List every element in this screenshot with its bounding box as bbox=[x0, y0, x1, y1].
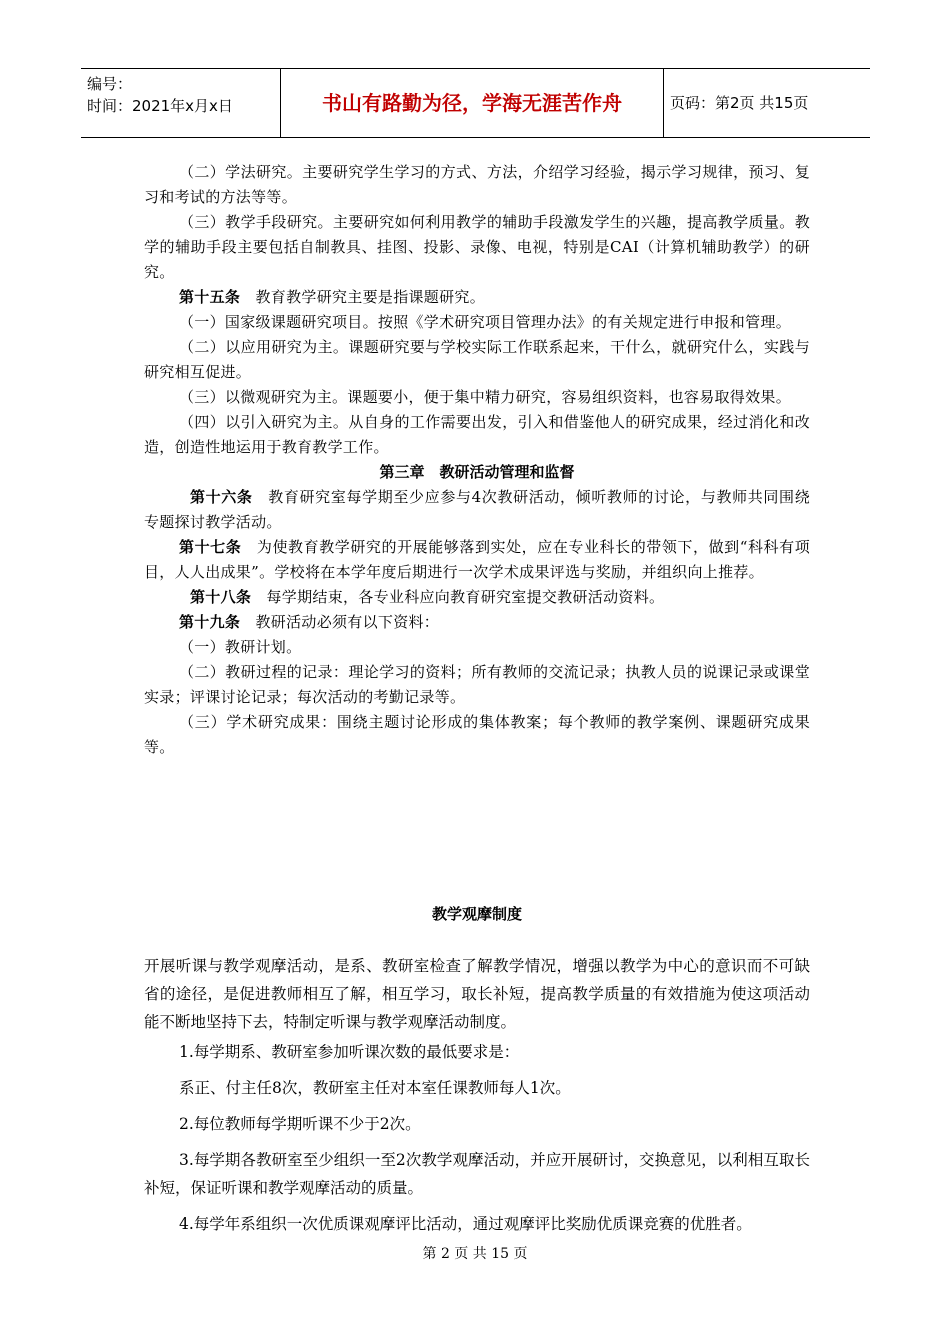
article-18 bbox=[144, 585, 810, 610]
header-page-info: 页码：第2页 共15页 bbox=[670, 94, 809, 112]
document-time-label: 时间：2021年x月x日 bbox=[87, 97, 233, 115]
list-item: （一）教研计划。 bbox=[179, 638, 302, 656]
list-item: 3.每学期各教研室至少组织一至2次教学观摩活动，并应开展研讨，交换意见，以利相互取长补短，保证听课和教学观摩活动的质量。 bbox=[144, 1151, 810, 1197]
document-number-label: 编号： bbox=[87, 75, 133, 93]
page-header bbox=[81, 68, 870, 138]
list-item: （四）以引入研究为主。从自身的工作需要出发，引入和借鉴他人的研究成果，经过消化和改造，创造性地运用于教育教学工作。 bbox=[144, 413, 810, 456]
page-footer: 第 2 页 共 15 页 bbox=[422, 1246, 528, 1262]
list-item: （一）国家级课题研究项目。按照《学术研究项目管理办法》的有关规定进行申报和管理。 bbox=[179, 313, 792, 331]
regulation-section bbox=[144, 160, 810, 760]
article-16 bbox=[144, 485, 810, 535]
list-item: 系正、付主任8次，教研室主任对本室任课教师每人1次。 bbox=[179, 1079, 571, 1097]
article-text: 为使教育教学研究的开展能够落到实处，应在专业科长的带领下，做到“科科有项目，人人出成果”。学校将在本学年度后期进行一次学术成果评选与奖励，并组织向上推荐。 bbox=[144, 538, 810, 581]
article-text: 教育教学研究主要是指课题研究。 bbox=[240, 288, 486, 306]
article-title: 第十七条 bbox=[179, 538, 242, 556]
list-item: （三）学术研究成果：围绕主题讨论形成的集体教案；每个教师的教学案例、课题研究成果等。 bbox=[144, 713, 810, 756]
policy-items bbox=[144, 1038, 810, 1238]
observation-policy bbox=[144, 952, 810, 1036]
list-item: 1.每学期系、教研室参加听课次数的最低要求是： bbox=[179, 1043, 520, 1061]
paragraph: （二）学法研究。主要研究学生学习的方式、方法，介绍学习经验，揭示学习规律，预习、复习和考试的方法等等。 bbox=[144, 163, 810, 206]
chapter-heading: 第三章 教研活动管理和监督 bbox=[379, 463, 575, 481]
paragraph: （三）教学手段研究。主要研究如何利用教学的辅助手段激发学生的兴趣，提高教学质量。教学的辅助手段主要包括自制教具、挂图、投影、录像、电视，特别是CAI（计算机辅助教学）的研究。 bbox=[144, 213, 810, 281]
list-item: （二）教研过程的记录：理论学习的资料；所有教师的交流记录；执教人员的说课记录或课堂实录；评课讨论记录；每次活动的考勤记录等。 bbox=[144, 663, 810, 706]
article-title: 第十九条 bbox=[179, 613, 241, 631]
article-text: 每学期结束，各专业科应向教育研究室提交教研活动资料。 bbox=[251, 588, 665, 606]
list-item: （二）以应用研究为主。课题研究要与学校实际工作联系起来，干什么，就研究什么，实践与研究相互促进。 bbox=[144, 338, 810, 381]
header-left bbox=[87, 73, 287, 117]
list-item: （三）以微观研究为主。课题要小，便于集中精力研究，容易组织资料，也容易取得效果。 bbox=[179, 388, 792, 406]
article-text: 教研活动必须有以下资料： bbox=[240, 613, 440, 631]
article-text: 教育研究室每学期至少应参与4次教研活动，倾听教师的讨论，与教师共同围绕专题探讨教学活动。 bbox=[144, 488, 810, 531]
article-title: 第十五条 bbox=[179, 288, 241, 306]
list-item: 4.每学年系组织一次优质课观摩评比活动，通过观摩评比奖励优质课竞赛的优胜者。 bbox=[179, 1215, 752, 1233]
article-title: 第十八条 bbox=[190, 588, 252, 606]
header-motto: 书山有路勤为径，学海无涯苦作舟 bbox=[280, 69, 664, 137]
article-17 bbox=[144, 535, 810, 585]
article-15 bbox=[144, 285, 810, 310]
article-title: 第十六条 bbox=[190, 488, 253, 506]
list-item: 2.每位教师每学期听课不少于2次。 bbox=[179, 1115, 421, 1133]
article-19 bbox=[144, 610, 810, 635]
section-title: 教学观摩制度 bbox=[431, 905, 522, 923]
intro-paragraph: 开展听课与教学观摩活动，是系、教研室检查了解教学情况，增强以教学为中心的意识而不可缺省的途径，是促进教师相互了解，相互学习，取长补短，提高教学质量的有效措施为使这项活动能不断地坚持下去，特制定听课与教学观摩活动制度。 bbox=[144, 957, 810, 1031]
